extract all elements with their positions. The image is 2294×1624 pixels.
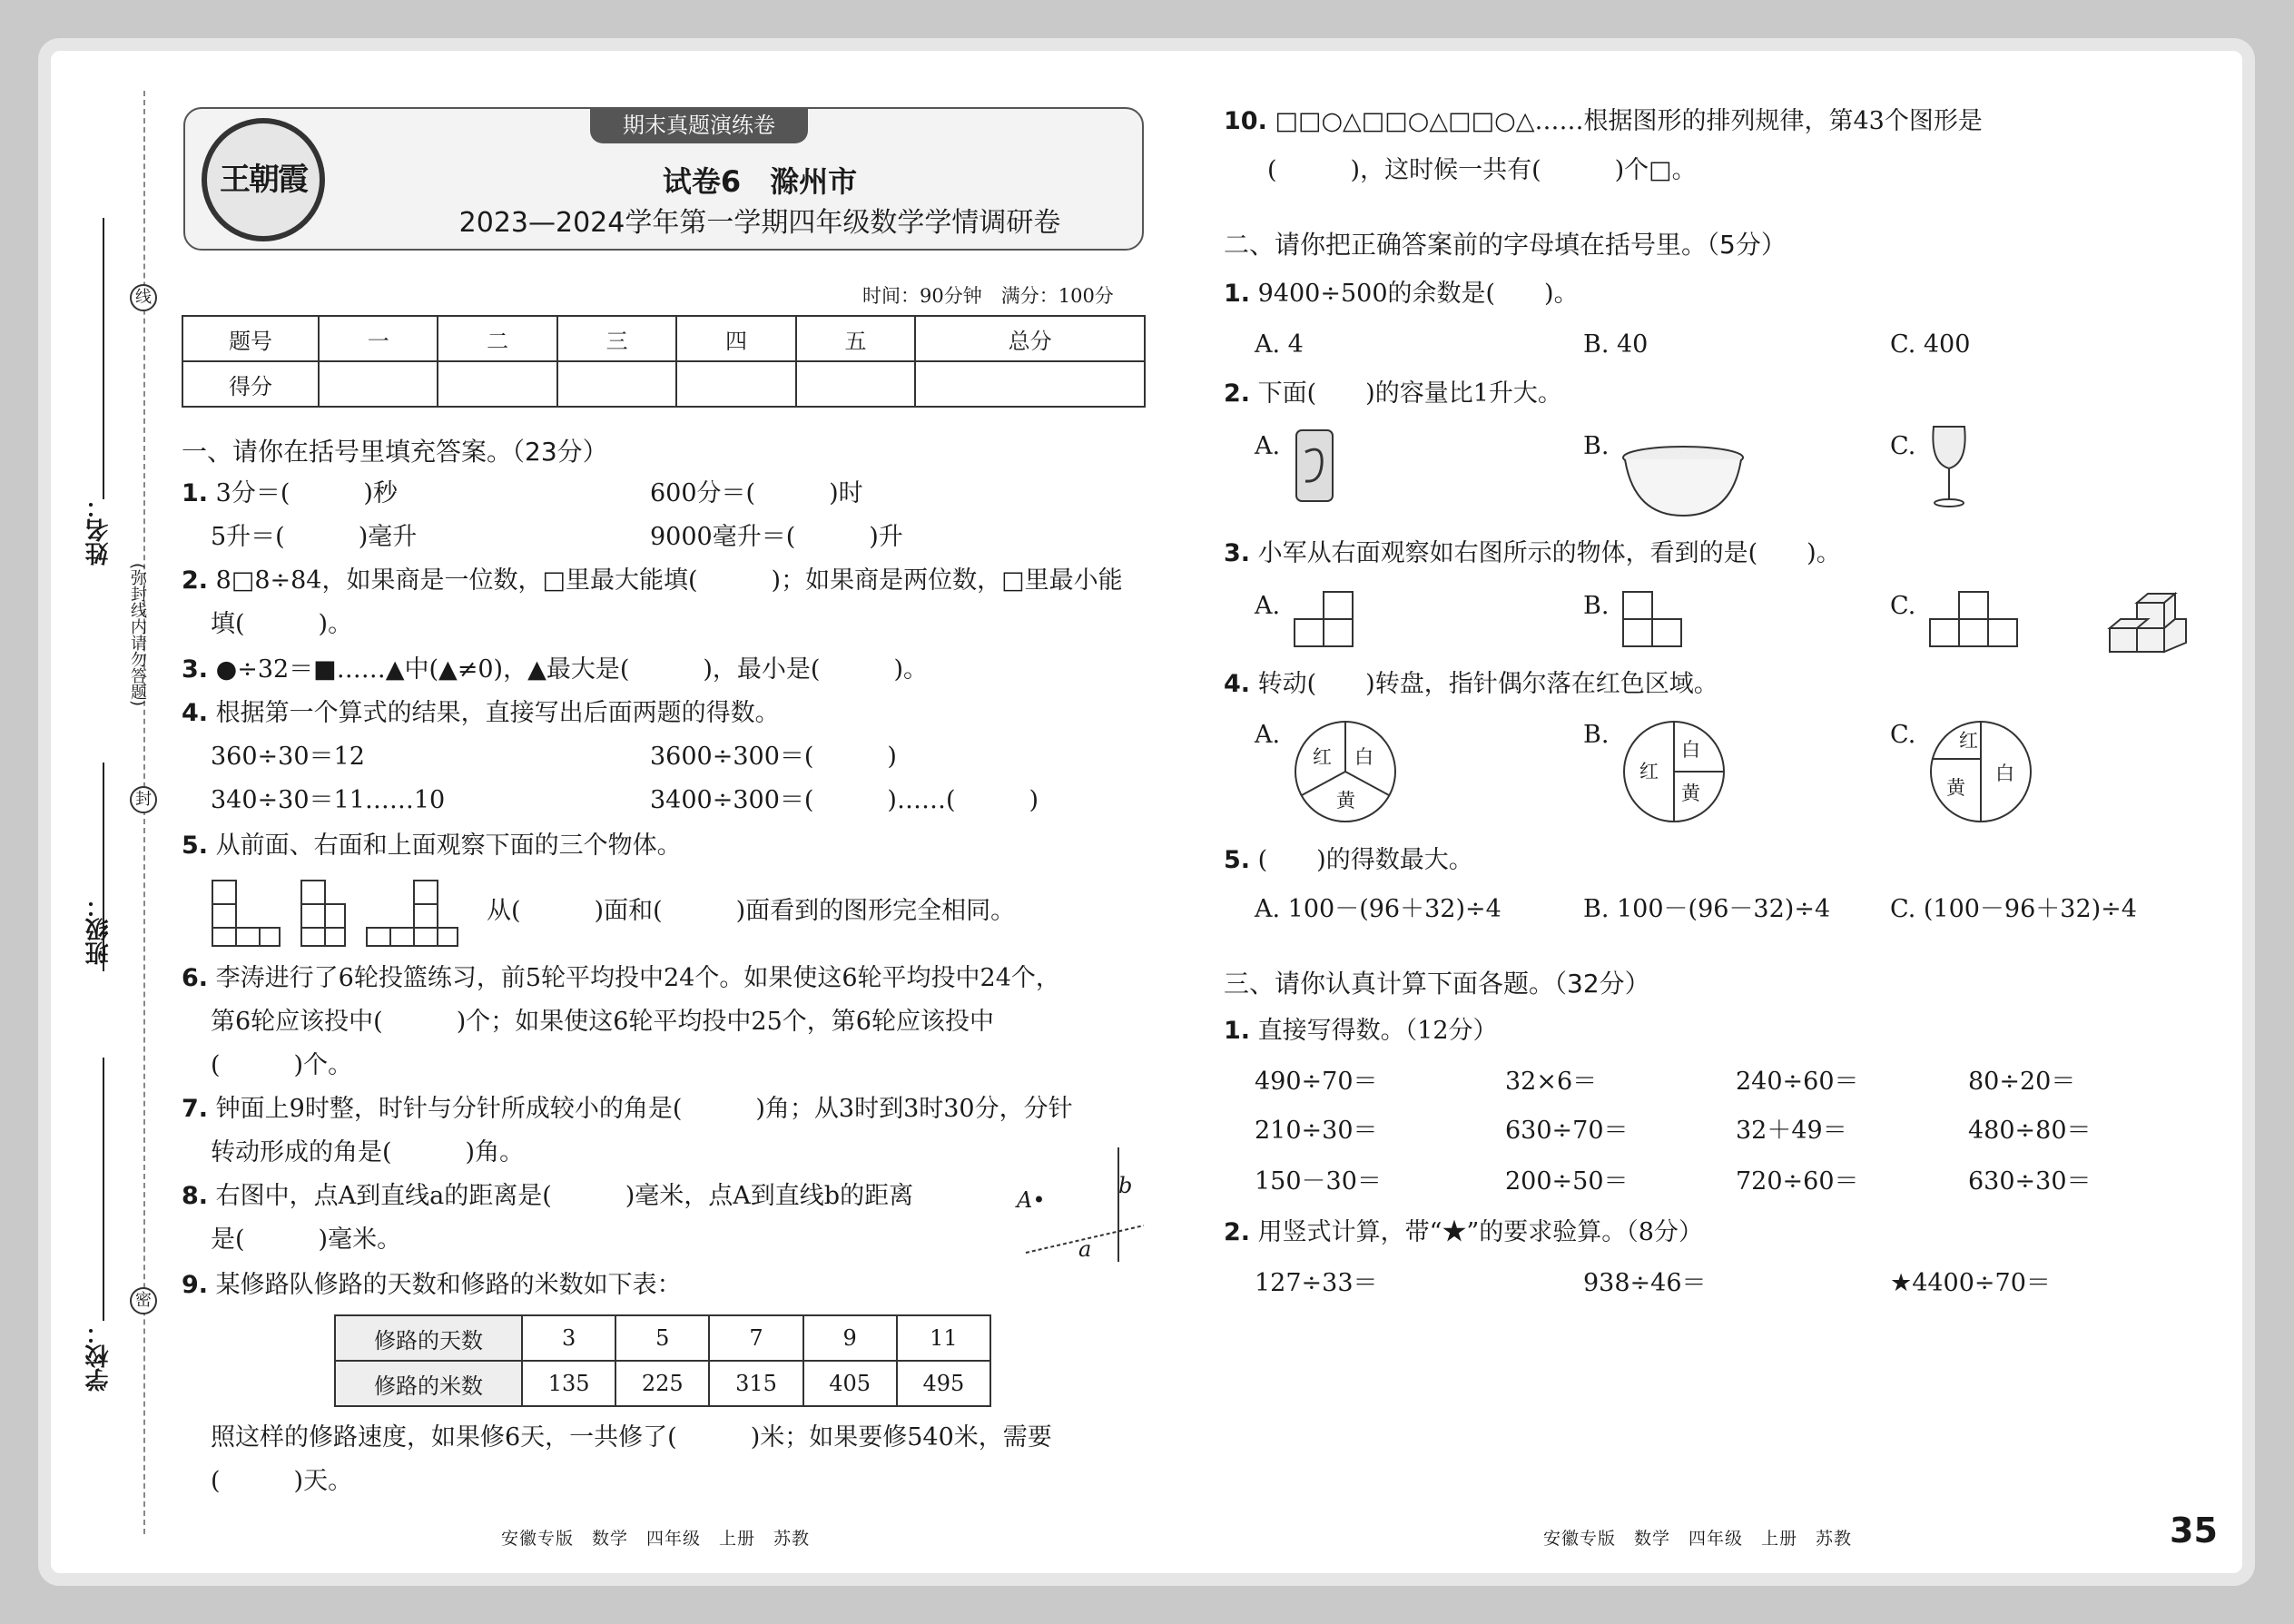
cell: 一 xyxy=(319,316,438,361)
calc-item: 32×6＝ xyxy=(1505,1068,1598,1096)
cell: 修路的天数 xyxy=(335,1315,522,1361)
calc-item: 32＋49＝ xyxy=(1736,1117,1847,1145)
spinner-a-red: 红 xyxy=(1313,746,1332,768)
vertical-calc-c: ★4400÷70＝ xyxy=(1890,1269,2051,1297)
spinner-b-white: 白 xyxy=(1681,739,1700,761)
q1-5-line2: 从( )面和( )面看到的图形完全相同。 xyxy=(487,897,1016,925)
q2-4-option-b: B. xyxy=(1583,721,1610,749)
q-text: 下面( )的容量比1升大。 xyxy=(1257,379,1562,408)
q2-1 xyxy=(1224,272,1579,316)
spinner-b-red: 红 xyxy=(1639,761,1659,782)
spinner-b-yellow: 黄 xyxy=(1681,782,1700,804)
q1-7-line2: 转动形成的角是( )角。 xyxy=(211,1138,525,1166)
cell: 5 xyxy=(615,1315,709,1361)
qnum: 1. xyxy=(182,479,209,507)
q-text: 根据第一个算式的结果，直接写出后面两题的得数。 xyxy=(215,699,780,727)
q3-1 xyxy=(1224,1009,1498,1053)
q1-4c: 340÷30＝11……10 xyxy=(211,786,446,814)
q2-5-option-b: B. 100－(96－32)÷4 xyxy=(1583,895,1831,923)
cell: 495 xyxy=(897,1361,990,1406)
score-input-cell[interactable] xyxy=(438,361,556,407)
q2-1-option-a: A. 4 xyxy=(1255,330,1304,359)
q1-8 xyxy=(182,1175,913,1218)
q2-5-option-c: C. (100－96＋32)÷4 xyxy=(1890,895,2137,923)
qnum: 2. xyxy=(1224,379,1251,408)
score-table xyxy=(182,315,1146,408)
q-text: 从前面、右面和上面观察下面的三个物体。 xyxy=(215,832,682,860)
basin-icon xyxy=(1620,443,1747,519)
spinner-c xyxy=(1928,719,2033,824)
q2-3-option-b: B. xyxy=(1583,592,1610,620)
q1-8-line2: 是( )毫米。 xyxy=(211,1225,402,1254)
footer-right: 安徽专版 数学 四年级 上册 苏教 xyxy=(1543,1529,1853,1549)
calc-item: 480÷80＝ xyxy=(1968,1117,2092,1145)
q1-1 xyxy=(182,472,398,516)
q1-3 xyxy=(182,648,928,692)
view-b-figure xyxy=(1621,590,1685,650)
section-1-title: 一、请你在括号里填充答案。（23分） xyxy=(182,437,608,467)
paper-title: 试卷6 滁州市 xyxy=(662,164,858,199)
q-text: 小军从右面观察如右图所示的物体，看到的是( )。 xyxy=(1257,539,1841,567)
q2-2-option-c: C. xyxy=(1890,432,1916,460)
q-text: 某修路队修路的天数和修路的米数如下表： xyxy=(215,1271,682,1299)
q1-10 xyxy=(1224,100,1983,143)
qnum: 2. xyxy=(182,566,209,595)
three-cube-objects-figure xyxy=(211,873,474,948)
cell: 11 xyxy=(897,1315,990,1361)
cell: 二 xyxy=(438,316,556,361)
view-a-figure xyxy=(1293,590,1356,650)
q-text: □□○△□□○△□□○△……根据图形的排列规律，第43个图形是 xyxy=(1275,107,1983,135)
calc-item: 150－30＝ xyxy=(1255,1167,1382,1196)
vertical-calc-a: 127÷33＝ xyxy=(1255,1269,1378,1297)
q2-5 xyxy=(1224,839,1473,882)
spinner-a-yellow: 黄 xyxy=(1336,790,1355,812)
calc-item: 490÷70＝ xyxy=(1255,1068,1378,1096)
score-input-cell[interactable] xyxy=(796,361,915,407)
q2-2-option-a: A. xyxy=(1255,432,1281,460)
q1-1c: 5升＝( )毫升 xyxy=(211,523,418,551)
qnum: 8. xyxy=(182,1182,209,1210)
q2-1-option-b: B. 40 xyxy=(1583,330,1649,359)
calc-item: 210÷30＝ xyxy=(1255,1117,1378,1145)
q2-2-option-b: B. xyxy=(1583,432,1610,460)
can-icon xyxy=(1293,425,1338,505)
q1-9-line3: ( )天。 xyxy=(211,1467,353,1495)
q-text: ●÷32＝■……▲中(▲≠0)，▲最大是( )，最小是( )。 xyxy=(215,655,928,684)
q2-4-option-c: C. xyxy=(1890,721,1916,749)
qnum: 4. xyxy=(1224,670,1251,698)
vertical-calc-b: 938÷46＝ xyxy=(1583,1269,1707,1297)
table-row xyxy=(335,1361,990,1406)
q2-4-option-a: A. xyxy=(1255,721,1281,749)
cell: 总分 xyxy=(915,316,1145,361)
q2-3 xyxy=(1224,532,1841,576)
q1-4a: 360÷30＝12 xyxy=(211,743,365,771)
q2-4 xyxy=(1224,663,1718,706)
q-text: 李涛进行了6轮投篮练习，前5轮平均投中24个。如果使这6轮平均投中24个， xyxy=(215,964,1060,992)
cell: 五 xyxy=(796,316,915,361)
qnum: 7. xyxy=(182,1095,209,1123)
spinner-c-red: 红 xyxy=(1959,730,1978,752)
qnum: 1. xyxy=(1224,280,1251,308)
calc-item: 720÷60＝ xyxy=(1736,1167,1859,1196)
q-text: 直接写得数。（12分） xyxy=(1257,1017,1498,1045)
q1-1d: 9000毫升＝( )升 xyxy=(650,523,903,551)
cell: 修路的米数 xyxy=(335,1361,522,1406)
section-3-title: 三、请你认真计算下面各题。（32分） xyxy=(1224,969,1650,999)
q1-10-line2: ( )，这时候一共有( )个□。 xyxy=(1267,156,1697,184)
table-row xyxy=(335,1315,990,1361)
road-table xyxy=(334,1314,991,1407)
point-a-label: A• xyxy=(1017,1187,1046,1213)
calc-item: 630÷30＝ xyxy=(1968,1167,2092,1196)
cell: 四 xyxy=(676,316,795,361)
q1-5 xyxy=(182,824,682,868)
qnum: 1. xyxy=(1224,1017,1251,1045)
q1-6-line2: 第6轮应该投中( )个；如果使这6轮平均投中25个，第6轮应该投中 xyxy=(211,1008,994,1036)
no-answer-notice: (弥封线内请勿答题) xyxy=(128,563,147,707)
q1-2-line2: 填( )。 xyxy=(211,610,353,638)
calc-item: 200÷50＝ xyxy=(1505,1167,1629,1196)
spinner-c-white: 白 xyxy=(1995,763,2014,784)
q1-6 xyxy=(182,957,1060,1000)
q-text: 钟面上9时整，时针与分针所成较小的角是( )角；从3时到3时30分，分针 xyxy=(215,1095,1073,1123)
calc-item: 630÷70＝ xyxy=(1505,1117,1629,1145)
calc-item: 80÷20＝ xyxy=(1968,1068,2076,1096)
seal-mark-xian: 线 xyxy=(130,284,157,311)
spinner-b xyxy=(1621,719,1727,824)
school-label: 学校： xyxy=(85,1321,113,1392)
cell: 9 xyxy=(803,1315,897,1361)
spinner-a-white: 白 xyxy=(1354,746,1373,768)
calc-item: 240÷60＝ xyxy=(1736,1068,1859,1096)
time-score-info: 时间：90分钟 满分：100分 xyxy=(862,285,1114,307)
logo-text: 王朝霞 xyxy=(220,162,307,198)
score-input-cell[interactable] xyxy=(676,361,795,407)
q1-7 xyxy=(182,1088,1073,1131)
qnum: 2. xyxy=(1224,1218,1251,1246)
cell: 题号 xyxy=(182,316,319,361)
q1-4b: 3600÷300＝( ) xyxy=(650,743,897,771)
score-input-cell[interactable] xyxy=(319,361,438,407)
page-number: 35 xyxy=(2170,1511,2218,1550)
qnum: 3. xyxy=(182,655,209,684)
line-b-label: b xyxy=(1118,1173,1133,1198)
cell: 315 xyxy=(709,1361,802,1406)
spinner-c-yellow: 黄 xyxy=(1946,777,1965,799)
header-tab: 期末真题演练卷 xyxy=(590,107,808,143)
cell: 135 xyxy=(522,1361,615,1406)
qnum: 5. xyxy=(182,832,209,860)
q1-2 xyxy=(182,559,1123,603)
q2-2 xyxy=(1224,372,1562,416)
section-2-title: 二、请你把正确答案前的字母填在括号里。（5分） xyxy=(1224,230,1787,260)
q3-2 xyxy=(1224,1211,1703,1255)
cell: 3 xyxy=(522,1315,615,1361)
q1-1b: 600分＝( )时 xyxy=(650,479,863,507)
q-text: 右图中，点A到直线a的距离是( )毫米，点A到直线b的距离 xyxy=(215,1182,914,1210)
footer-left: 安徽专版 数学 四年级 上册 苏教 xyxy=(501,1529,811,1549)
q2-3-option-a: A. xyxy=(1255,592,1281,620)
q-text: 用竖式计算，带“★”的要求验算。（8分） xyxy=(1257,1218,1703,1246)
wine-glass-icon xyxy=(1928,423,1970,510)
q1-9 xyxy=(182,1264,682,1307)
view-c-figure xyxy=(1928,590,2023,650)
seal-mark-mi: 密 xyxy=(130,1287,157,1314)
cell: 405 xyxy=(803,1361,897,1406)
name-line xyxy=(103,218,104,499)
qnum: 4. xyxy=(182,699,209,727)
q1-6-line3: ( )个。 xyxy=(211,1051,353,1079)
line-a-label: a xyxy=(1078,1236,1092,1262)
q2-3-option-c: C. xyxy=(1890,592,1916,620)
q1-4 xyxy=(182,692,780,735)
cell: 得分 xyxy=(182,361,319,407)
score-table-score-row xyxy=(182,361,1145,407)
q2-1-option-c: C. 400 xyxy=(1890,330,1971,359)
q-text: ( )的得数最大。 xyxy=(1257,846,1473,874)
cell: 三 xyxy=(557,316,676,361)
cell: 225 xyxy=(615,1361,709,1406)
cell: 7 xyxy=(709,1315,802,1361)
solid-object-figure xyxy=(2104,581,2191,654)
q2-5-option-a: A. 100－(96＋32)÷4 xyxy=(1255,895,1501,923)
q1-4d: 3400÷300＝( )……( ) xyxy=(650,786,1039,814)
q-text: 转动( )转盘，指针偶尔落在红色区域。 xyxy=(1257,670,1718,698)
q-text: 8□8÷84，如果商是一位数，□里最大能填( )；如果商是两位数，□里最小能 xyxy=(215,566,1123,595)
name-label: 姓名： xyxy=(85,495,113,566)
qnum: 6. xyxy=(182,964,209,992)
score-table-header-row xyxy=(182,316,1145,361)
q-text: 3分＝( )秒 xyxy=(215,479,398,507)
qnum: 9. xyxy=(182,1271,209,1299)
qnum: 5. xyxy=(1224,846,1251,874)
score-input-cell[interactable] xyxy=(915,361,1145,407)
paper-subtitle: 2023—2024学年第一学期四年级数学学情调研卷 xyxy=(458,207,1061,239)
qnum: 3. xyxy=(1224,539,1251,567)
class-label: 班级： xyxy=(85,894,113,965)
score-input-cell[interactable] xyxy=(557,361,676,407)
q1-9-line2: 照这样的修路速度，如果修6天，一共修了( )米；如果要修540米，需要 xyxy=(211,1423,1052,1452)
qnum: 10. xyxy=(1224,107,1267,135)
seal-mark-feng: 封 xyxy=(130,786,157,813)
q-text: 9400÷500的余数是( )。 xyxy=(1257,280,1579,308)
school-line xyxy=(103,1058,104,1321)
